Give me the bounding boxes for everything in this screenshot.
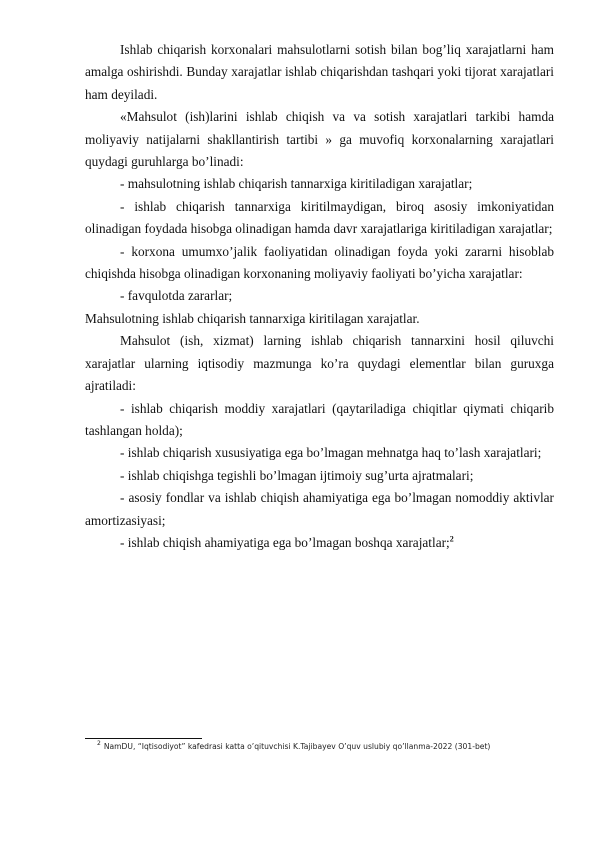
footnote-separator — [85, 738, 202, 739]
list-item: - ishlab chiqarish moddiy xarajatlari (qaytariladiga chiqitlar qiymati chiqarib tashlangan holda); — [85, 400, 554, 438]
list-item: - ishlab chiqarish tannarxiga kiritilmaydigan, biroq asosiy imkoniyatidan olinadigan foydada hisobga olinadigan hamda davr xarajatlariga kiritiladigan xarajatlar; — [85, 198, 554, 237]
footnote-reference[interactable]: 2 — [449, 534, 454, 544]
section-heading: Mahsulotning ishlab chiqarish tannarxiga kiritilagan xarajatlar. — [85, 310, 420, 326]
list-item: - ishlab chiqarish xususiyatiga ega bo’lmagan mehnatga haq to’lash xarajatlari; — [120, 445, 542, 461]
list-item-text: - ishlab chiqish ahamiyatiga ega bo’lmagan boshqa xarajatlar; — [120, 534, 450, 550]
list-item: - favqulotda zararlar; — [120, 288, 233, 304]
list-item — [85, 532, 554, 554]
footnote-text: NamDU, “Iqtisodiyot” kafedrasi katta o’qituvchisi K.Tajibayev O’quv uslubiy qo’llanma-2022 (301-bet) — [103, 742, 491, 751]
body-text — [85, 39, 554, 554]
footnote — [97, 742, 557, 752]
list-item: - mahsulotning ishlab chiqarish tannarxiga kiritiladigan xarajatlar; — [120, 176, 473, 192]
paragraph: Mahsulot (ish, xizmat) larning ishlab chiqarish tannarxini hosil qiluvchi xarajatlar ularning iqtisodiy mazmunga ko’ra quydagi elementlar bilan guruxga ajratiladi: — [85, 333, 554, 394]
footnote-marker: 2 — [97, 740, 101, 748]
paragraph: «Mahsulot (ish)larini ishlab chiqish va va sotish xarajatlari tarkibi hamda moliyaviy natijalarni shakllantirish tartibi » ga muvofiq korxonalarning xarajatlari quydagi guruhlarga bo’linadi: — [85, 109, 554, 170]
list-item: - asosiy fondlar va ishlab chiqish ahamiyatiga ega bo’lmagan nomoddiy aktivlar amortizasiyasi; — [85, 490, 554, 528]
list-item: - korxona umumxo’jalik faoliyatidan olinadigan foyda yoki zararni hisoblab chiqishda hisobga olinadigan korxonaning moliyaviy faoliyati bo’yicha xarajatlar: — [85, 243, 554, 282]
list-item: - ishlab chiqishga tegishli bo’lmagan ijtimoiy sug’urta ajratmalari; — [120, 467, 474, 483]
paragraph: Ishlab chiqarish korxonalari mahsulotlarni sotish bilan bog’liq xarajatlarni ham amalga oshirishdi. Bunday xarajatlar ishlab chiqarishdan tashqari yoki tijorat xarajatlari ham deyiladi. — [85, 42, 554, 102]
